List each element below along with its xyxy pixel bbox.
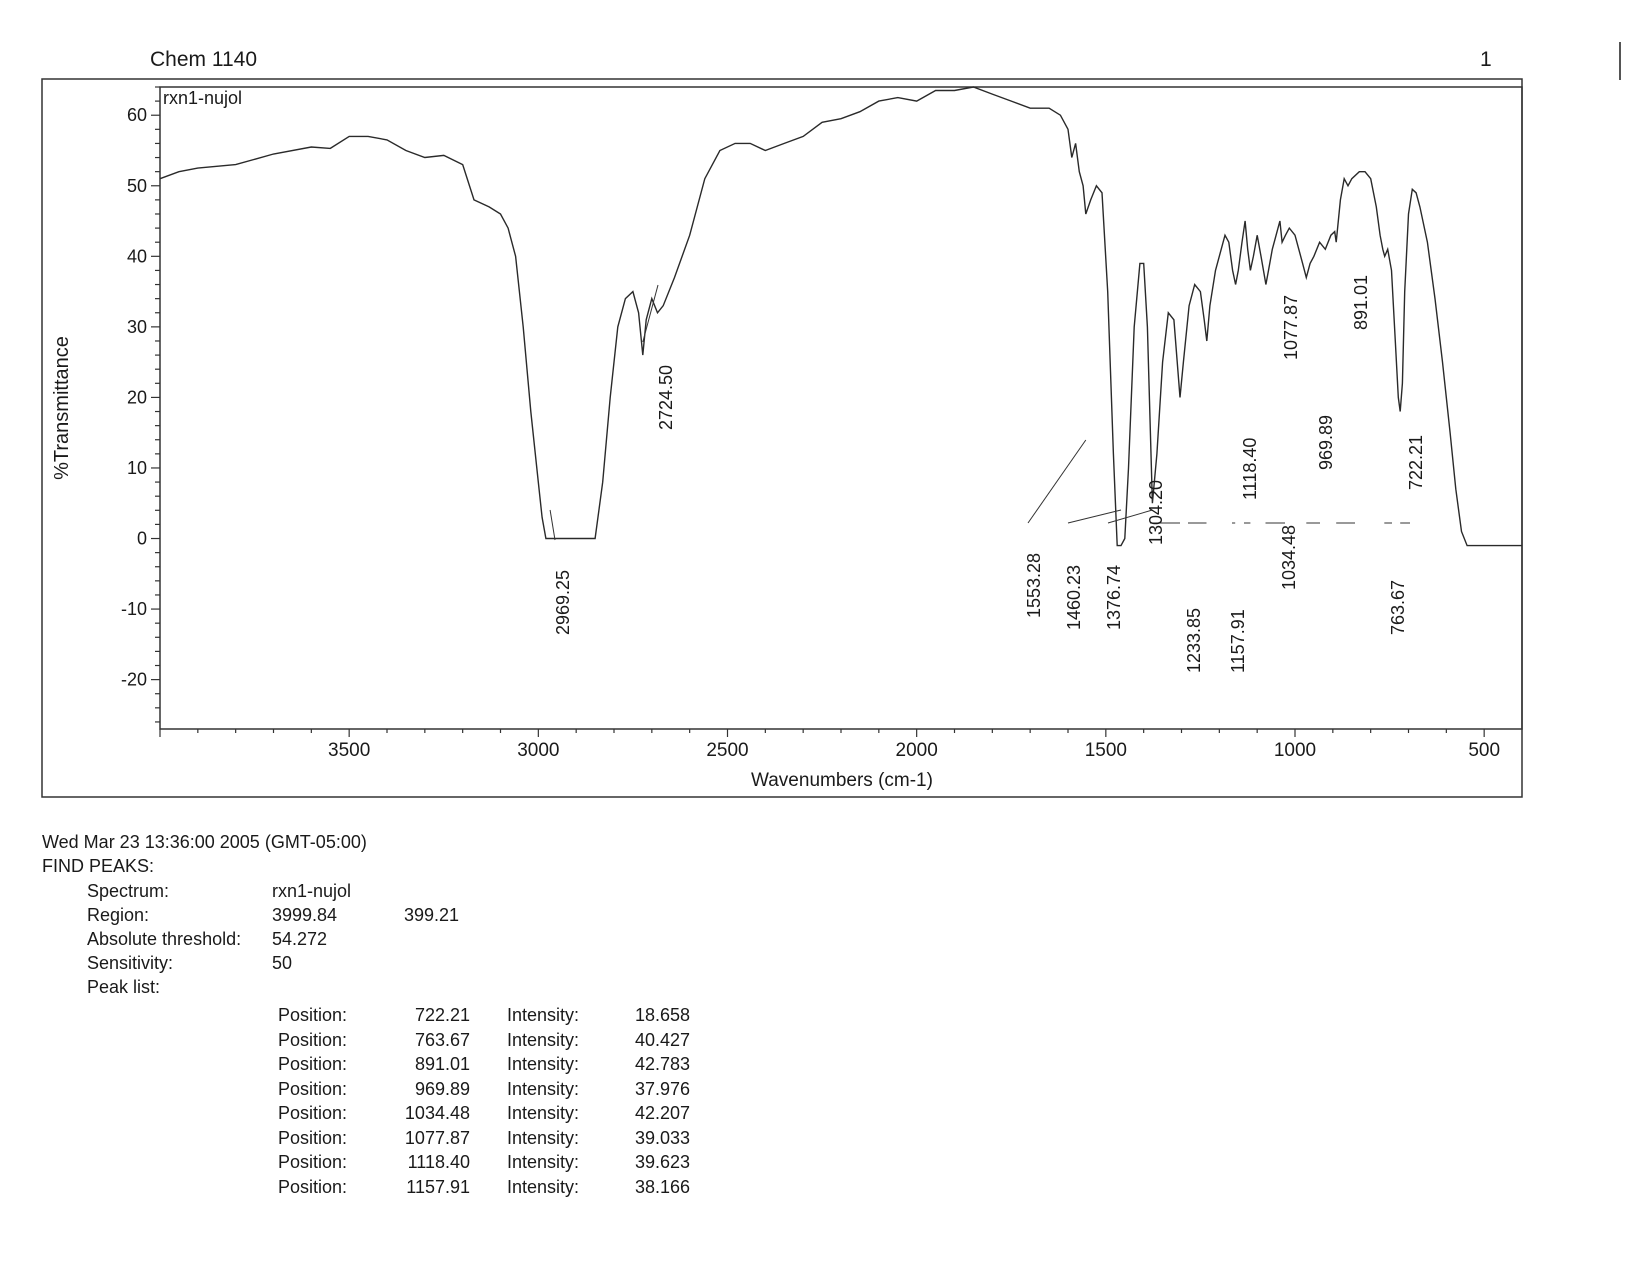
region-end-value: 399.21 bbox=[404, 905, 460, 925]
peak-label: 1157.91 bbox=[1228, 609, 1248, 673]
peak-intensity-label: Intensity: bbox=[507, 1176, 580, 1197]
peak-position-value: 1077.87 bbox=[404, 1127, 470, 1148]
y-tick-label: -10 bbox=[120, 599, 147, 620]
peak-intensity-value: 40.427 bbox=[634, 1029, 690, 1050]
threshold-field-value: 54.272 bbox=[272, 929, 328, 949]
peak-intensity-value: 39.033 bbox=[634, 1127, 690, 1148]
y-tick-label: 0 bbox=[136, 528, 147, 549]
peak-intensity-label: Intensity: bbox=[507, 1078, 580, 1099]
peak-intensity-label: Intensity: bbox=[507, 1029, 580, 1050]
peak-intensity-label: Intensity: bbox=[507, 1054, 580, 1074]
spectrum-field-value: rxn1-nujol bbox=[272, 881, 352, 901]
y-tick-label: 60 bbox=[126, 105, 147, 126]
region-field-label: Region: bbox=[87, 905, 150, 925]
peak-label: 1077.87 bbox=[1281, 294, 1301, 360]
spectrum-label: rxn1-nujol bbox=[163, 88, 243, 108]
peak-annotations bbox=[550, 275, 1426, 673]
peak-label: 891.01 bbox=[1351, 274, 1371, 330]
spectrum-field-label: Spectrum: bbox=[87, 881, 170, 901]
peak-label: 1118.40 bbox=[1240, 437, 1260, 500]
chart-header-title: Chem 1140 bbox=[150, 48, 258, 71]
peak-position-value: 1034.48 bbox=[404, 1103, 470, 1123]
y-tick-label: 30 bbox=[126, 316, 147, 337]
sensitivity-field-value: 50 bbox=[272, 953, 293, 973]
peak-intensity-value: 37.976 bbox=[634, 1078, 690, 1099]
region-start-value: 3999.84 bbox=[272, 905, 338, 925]
page-number: 1 bbox=[1480, 48, 1492, 71]
peak-position-label: Position: bbox=[278, 1127, 348, 1148]
outer-frame bbox=[42, 79, 1522, 797]
peak-position-value: 722.21 bbox=[414, 1005, 470, 1025]
peak-position-label: Position: bbox=[278, 1029, 348, 1050]
y-tick-label: 10 bbox=[126, 457, 147, 478]
plot-area bbox=[160, 87, 1522, 729]
peak-label: 1460.23 bbox=[1064, 564, 1084, 630]
peak-intensity-label: Intensity: bbox=[507, 1103, 580, 1123]
x-tick-label: 1000 bbox=[1273, 740, 1317, 761]
x-tick-label: 500 bbox=[1468, 740, 1501, 761]
peak-list-label: Peak list: bbox=[87, 977, 161, 997]
peak-label: 722.21 bbox=[1406, 434, 1426, 490]
x-tick-label: 2000 bbox=[895, 740, 938, 761]
peak-position-label: Position: bbox=[278, 1103, 348, 1123]
report-heading: FIND PEAKS: bbox=[42, 856, 155, 876]
threshold-field-label: Absolute threshold: bbox=[87, 929, 242, 949]
peak-label: 1376.74 bbox=[1104, 564, 1124, 630]
peak-label: 2724.50 bbox=[656, 364, 676, 430]
peak-intensity-label: Intensity: bbox=[507, 1005, 580, 1025]
peak-position-value: 969.89 bbox=[414, 1078, 470, 1099]
peak-position-label: Position: bbox=[278, 1005, 348, 1025]
x-axis bbox=[160, 729, 1500, 761]
y-axis-label: %Transmittance bbox=[51, 336, 73, 480]
sensitivity-field-label: Sensitivity: bbox=[87, 953, 174, 973]
y-tick-label: -20 bbox=[120, 669, 147, 690]
spectrum-line bbox=[160, 87, 1522, 546]
y-tick-label: 20 bbox=[126, 387, 147, 408]
peak-intensity-value: 38.166 bbox=[634, 1176, 690, 1197]
x-tick-label: 2500 bbox=[706, 740, 749, 761]
peak-position-value: 763.67 bbox=[414, 1029, 470, 1050]
y-tick-label: 40 bbox=[126, 246, 147, 267]
peak-leader-line bbox=[1028, 440, 1086, 523]
peak-position-value: 891.01 bbox=[414, 1054, 470, 1074]
peak-label: 1553.28 bbox=[1024, 552, 1044, 618]
peak-position-value: 1157.91 bbox=[406, 1176, 470, 1197]
peak-intensity-label: Intensity: bbox=[507, 1152, 580, 1172]
peak-intensity-value: 39.623 bbox=[634, 1152, 690, 1172]
peak-label: 763.67 bbox=[1388, 579, 1408, 635]
peak-label: 1233.85 bbox=[1184, 607, 1204, 673]
y-axis bbox=[121, 87, 160, 722]
report-timestamp: Wed Mar 23 13:36:00 2005 (GMT-05:00) bbox=[42, 832, 367, 852]
x-tick-label: 1500 bbox=[1084, 740, 1127, 761]
x-tick-label: 3500 bbox=[328, 740, 371, 761]
peak-intensity-label: Intensity: bbox=[507, 1127, 580, 1148]
peak-position-label: Position: bbox=[278, 1054, 348, 1074]
peak-label: 2969.25 bbox=[553, 569, 573, 635]
peak-intensity-value: 42.207 bbox=[634, 1103, 690, 1123]
peak-position-label: Position: bbox=[278, 1078, 348, 1099]
peak-position-value: 1118.40 bbox=[407, 1152, 470, 1172]
y-tick-label: 50 bbox=[126, 175, 147, 196]
peak-label: 969.89 bbox=[1316, 414, 1336, 470]
x-axis-label: Wavenumbers (cm-1) bbox=[751, 770, 933, 791]
peak-leader-line bbox=[643, 285, 658, 342]
peak-intensity-value: 18.658 bbox=[634, 1005, 690, 1025]
peak-label: 1304.20 bbox=[1146, 479, 1166, 545]
peak-intensity-value: 42.783 bbox=[634, 1054, 690, 1074]
peak-leader-line bbox=[550, 510, 555, 540]
peak-label: 1034.48 bbox=[1279, 524, 1299, 590]
x-tick-label: 3000 bbox=[517, 740, 560, 761]
peak-position-label: Position: bbox=[278, 1176, 348, 1197]
peak-position-label: Position: bbox=[278, 1152, 348, 1172]
